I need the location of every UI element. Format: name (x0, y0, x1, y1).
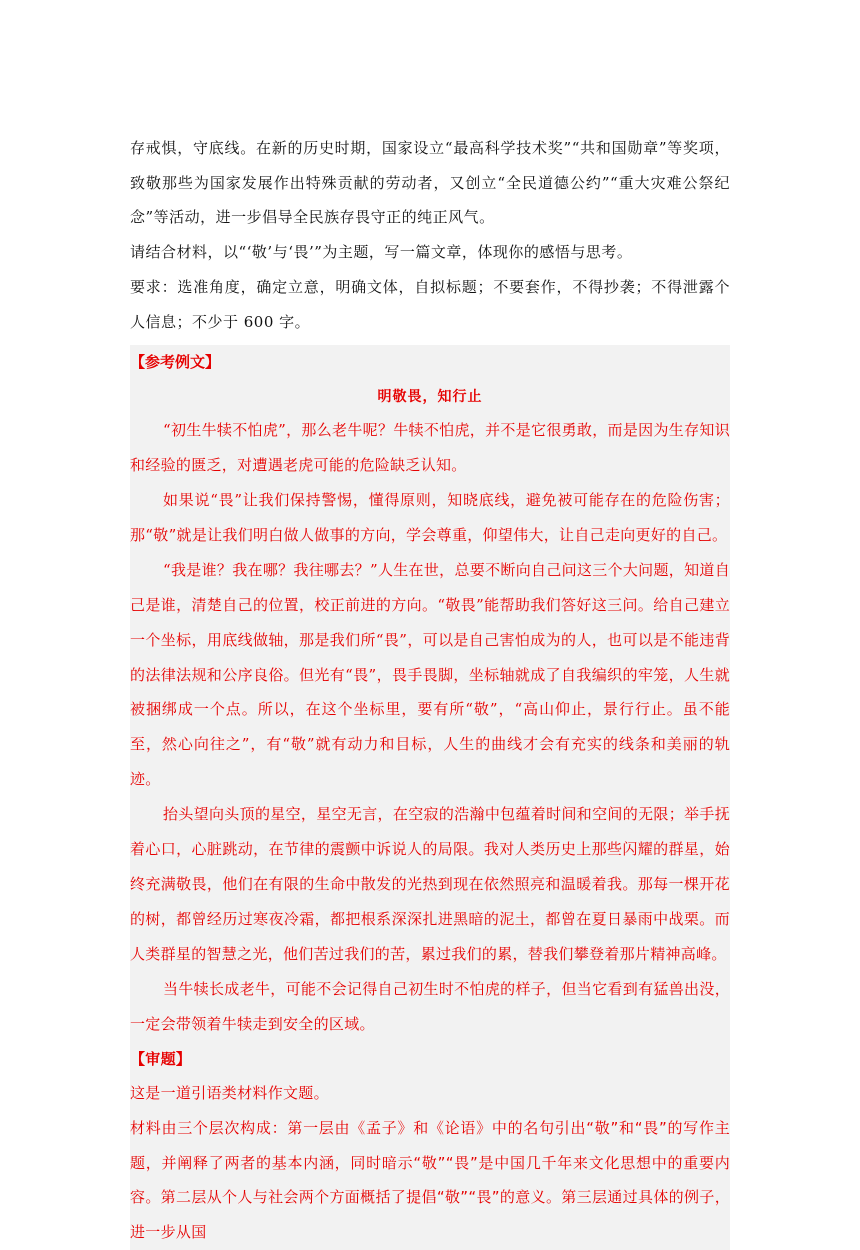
prompt-task-paragraph: 请结合材料，以“‘敬’与‘畏’”为主题，写一篇文章，体现你的感悟与思考。 (130, 243, 633, 262)
prompt-material-paragraph: 存戒惧，守底线。在新的历史时期，国家设立“最高科学技术奖”“共和国勋章”等奖项，致敬那些为国家发展作出特殊贡献的劳动者，又创立“全民道德公约”“重大灾难公祭纪念”等活动，进一步倡导全民族存畏守正的纯正风气。 (130, 139, 730, 227)
essay-paragraph: “初生牛犊不怕虎”，那么老牛呢？牛犊不怕虎，并不是它很勇敢，而是因为生存知识和经验的匮乏，对遭遇老虎可能的危险缺乏认知。 (130, 421, 730, 475)
prompt-section (130, 131, 730, 339)
prompt-requirements-paragraph: 要求：选准角度，确定立意，明确文体，自拟标题；不要套作，不得抄袭；不得泄露个人信息；不少于 600 字。 (130, 277, 730, 331)
review-paragraph: 这是一道引语类材料作文题。 (130, 1084, 329, 1103)
review-section (130, 1042, 730, 1250)
essay-paragraph: “我是谁？我在哪？我往哪去？”人生在世，总要不断向自己问这三个大问题，知道自己是谁，清楚自己的位置，校正前进的方向。“敬畏”能帮助我们答好这三问。给自己建立一个坐标，用底线做轴，那是我们所“畏”，可以是自己害怕成为的人，也可以是不能违背的法律法规和公序良俗。但光有“畏”，畏手畏脚，坐标轴就成了自我编织的牢笼，人生就被捆绑成一个点。所以，在这个坐标里，要有所“敬”，“高山仰止，景行行止。虽不能至，然心向往之”，有“敬”就有动力和目标，人生的曲线才会有充实的线条和美丽的轨迹。 (130, 560, 730, 789)
sample-essay-heading: 【参考例文】 (130, 353, 221, 372)
essay-paragraph: 当牛犊长成老牛，可能不会记得自己初生时不怕虎的样子，但当它看到有猛兽出没，一定会带领着牛犊走到安全的区域。 (130, 979, 730, 1033)
essay-paragraph: 抬头望向头顶的星空，星空无言，在空寂的浩瀚中包蕴着时间和空间的无限；举手抚着心口，心脏跳动，在节律的震颤中诉说人的局限。我对人类历史上那些闪耀的群星，始终充满敬畏，他们在有限的生命中散发的光热到现在依然照亮和温暖着我。那每一棵开花的树，都曾经历过寒夜冷霜，都把根系深深扎进黑暗的泥土，都曾在夏日暴雨中战栗。而人类群星的智慧之光，他们苦过我们的苦，累过我们的累，替我们攀登着那片精神高峰。 (130, 805, 730, 963)
sample-essay-section (130, 345, 730, 1041)
essay-body (130, 413, 730, 1041)
essay-paragraph: 如果说“畏”让我们保持警惕，懂得原则，知晓底线，避免被可能存在的危险伤害；那“敬”就是让我们明白做人做事的方向，学会尊重，仰望伟大，让自己走向更好的自己。 (130, 491, 730, 544)
essay-title: 明敬畏，知行止 (377, 389, 483, 406)
review-heading: 【审题】 (130, 1049, 192, 1068)
document-page (130, 131, 730, 1250)
review-paragraph: 材料由三个层次构成：第一层由《孟子》和《论语》中的名句引出“敬”和“畏”的写作主题，并阐释了两者的基本内涵，同时暗示“敬”“畏”是中国几千年来文化思想中的重要内容。第二层从个人与社会两个方面概括了提倡“敬”“畏”的意义。第三层通过具体的例子，进一步从国 (130, 1118, 730, 1242)
